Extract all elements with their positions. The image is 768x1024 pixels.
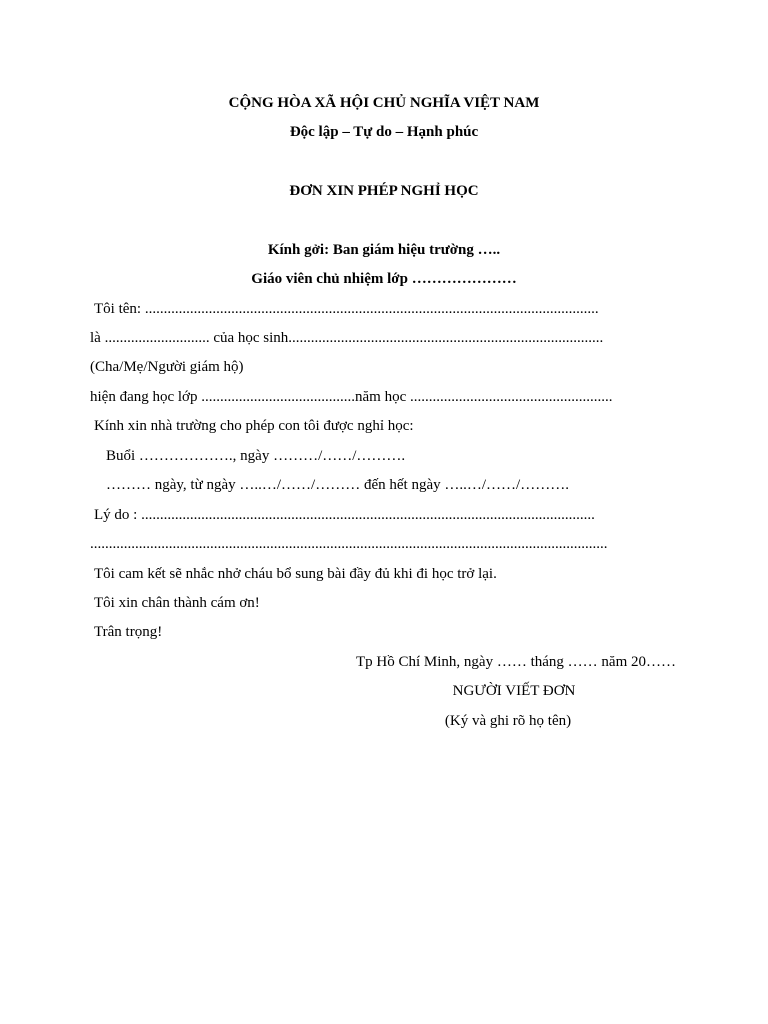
guardian-note: (Cha/Mẹ/Người giám hộ) [90,359,244,375]
signer-role: NGƯỜI VIẾT ĐƠN [452,683,576,699]
request-line: Kính xin nhà trường cho phép con tôi được nghỉ học: [94,418,414,434]
thanks-line: Tôi xin chân thành cám ơn! [94,595,260,611]
recipient-school: Kính gởi: Ban giám hiệu trường ….. [267,242,501,258]
commitment-line: Tôi cam kết sẽ nhắc nhở cháu bổ sung bài đầy đủ khi đi học trở lại. [94,566,497,582]
document-title: ĐƠN XIN PHÉP NGHỈ HỌC [289,183,479,199]
place-date-line: Tp Hồ Chí Minh, ngày …… tháng …… năm 20…… [356,654,676,670]
relation-line: là ............................ của học sinh.................................................................................... [90,330,604,346]
motto-header: Độc lập – Tự do – Hạnh phúc [289,124,479,140]
name-line: Tôi tên: ......................................................................................................................... [94,301,599,317]
signature-note: (Ký và ghi rõ họ tên) [444,713,572,729]
reason-line: Lý do : ......................................................................................................................... [94,507,595,523]
country-header: CỘNG HÒA XÃ HỘI CHỦ NGHĨA VIỆT NAM [228,95,540,111]
reason-continuation: .......................................................................................................................................... [90,536,608,552]
period-line: ……… ngày, từ ngày …..…/……/……… đến hết ngày …..…/……/………. [106,477,569,493]
class-line: hiện đang học lớp .........................................năm học ...................................................... [90,389,613,405]
session-line: Buổi ………………., ngày ………/……/………. [106,448,406,464]
recipient-teacher: Giáo viên chủ nhiệm lớp ………………… [251,271,517,287]
regards-line: Trân trọng! [94,624,163,640]
